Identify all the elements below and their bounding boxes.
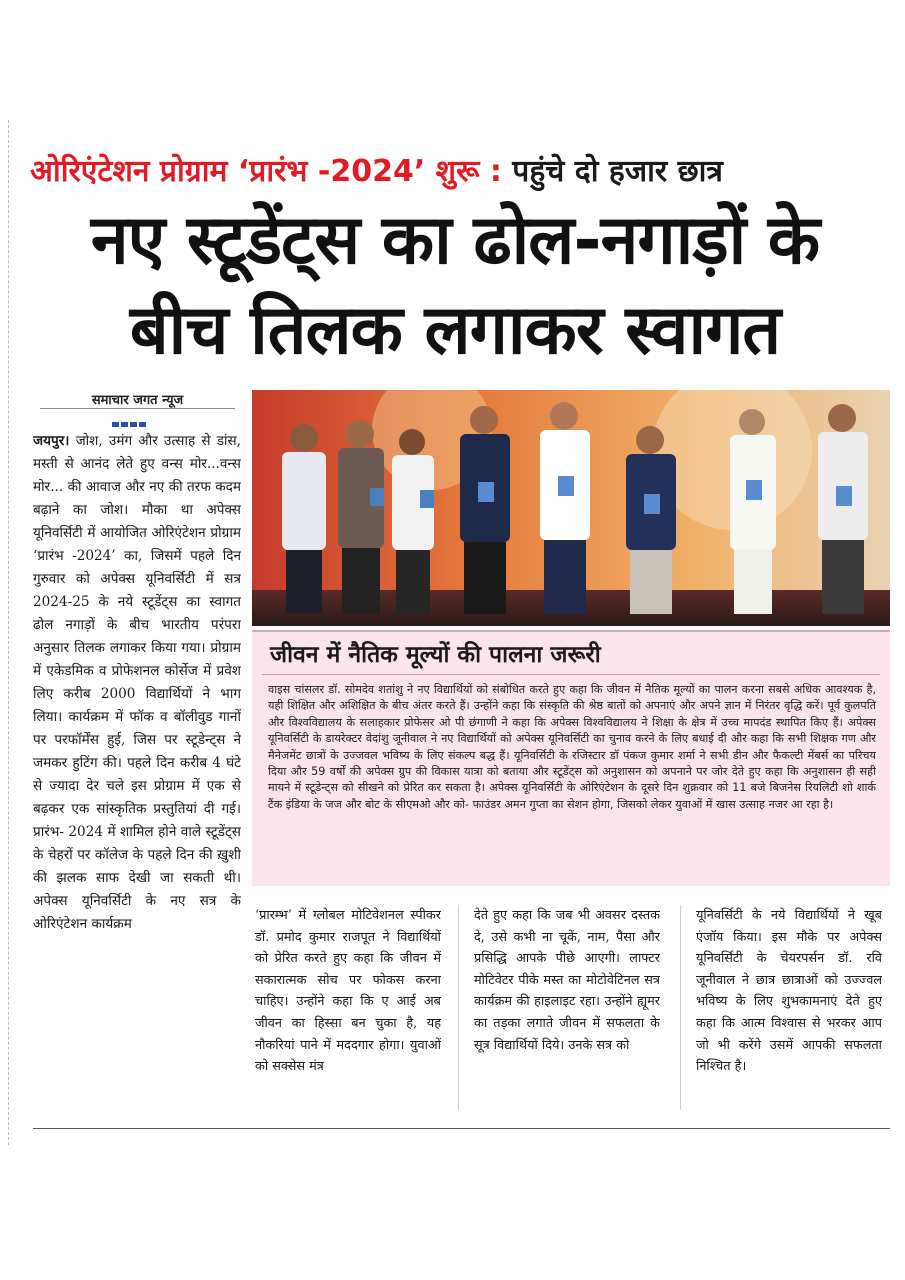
event-photo	[252, 390, 890, 626]
article-column-3: यूनिवर्सिटी के नये विद्यार्थियों ने खूब एंजॉय किया। इस मौके पर अपेक्स यूनिवर्सिटी के चेयरपर्सन डॉ. रवि जूनीवाल ने छात्र छात्राओं को उज्ज्वल भविष्य के लिए शुभकामनाएं देते हुए कहा कि आत्म विश्वास से भरकर आप जो भी करेंगे उसमें आपकी सफलता निश्चित है।	[696, 908, 882, 1075]
person-5	[540, 402, 590, 614]
kicker-dark-text: पहुंचे दो हजार छात्र	[512, 154, 723, 189]
sidebar-box	[252, 630, 890, 886]
byline-divider	[40, 408, 235, 409]
person-4	[460, 406, 510, 614]
article-column-2: देते हुए कहा कि जब भी अवसर दस्तक दे, उसे कभी ना चूकें, नाम, पैसा और प्रसिद्धि आपके पीछे आएगी। लाफ्टर मोटिवेटर पीके मस्त का मोटोवेटिनल सत्र कार्यक्रम की हाइलाइट रहा। उन्होंने ह्यूमर का तड़का लगाते जीवन में सफलता के सूत्र विद्यार्थियों दिये। उनके सत्र को	[474, 908, 660, 1053]
person-2	[338, 420, 384, 614]
box-body-text: वाइस चांसलर डॉ. सोमदेव शतांशु ने नए विद्यार्थियों को संबोधित करते हुए कहा कि जीवन में नैतिक मूल्यों का पालन करना सबसे अधिक आवश्यक है, यही शिक्षित और अशिक्षित के बीच अंतर करते हैं। उन्होंने कहा कि संस्कृति की श्रेष्ठ बातों को अपनाएं और अपने ज्ञान में निरंतर वृद्धि करें। पूर्व कुलपति और विश्वविद्यालय के सलाहकार प्रोफेसर ओ पी छंगाणी ने कहा कि अपेक्स विश्वविद्यालय ने शिक्षा के क्षेत्र में उच्च मापदंड स्थापित किए हैं। अपेक्स यूनिवर्सिटी के डायरेक्टर वेदांशु जूनीवाल ने नए विद्यार्थियों को अपेक्स यूनिवर्सिटी का चुनाव करने के लिए बधाई दी और कहा कि सभी शिक्षक गण और मैनेजमेंट छात्रों के उज्जवल भविष्य के लिए संकल्प बद्ध हैं। यूनिवर्सिटी के रजिस्टार डॉ पंकज कुमार शर्मा ने सभी डीन और फैकल्टी मेंबर्स का परिचय दिया और 59 वर्षों की अपेक्स ग्रुप की विकास यात्रा को बताया और स्टूडेंट्स को अनुशासन को अपनाने पर जोर देते हुए कहा कि अनुशासन ही सही मायने में स्टूडेन्ट्स को सीखने को प्रेरित कर सकता है। अपेक्स यूनिवर्सिटी के ओरिएंटेशन के दूसरे दिन शुक्रवार को 11 बजे बिजनेस रियलिटी शो शार्क टैंक इंडिया के जज और बोट के सीएमओ और को- फाउंडर अमन गुप्ता का सेशन होगा, जिसको लेकर युवाओं में खास उत्साह नजर आ रहा है।	[268, 683, 876, 811]
left-column-article	[33, 430, 241, 1110]
person-3	[392, 429, 434, 614]
dateline-city: जयपुर।	[33, 433, 70, 449]
article-column-1: ‘प्रारम्भ’ में ग्लोबल मोटिवेशनल स्पीकर डॉ. प्रमोद कुमार राजपूत ने विद्यार्थियों को प्रेरित करते हुए कहा कि जीवन में सकारात्मक सोच पर फोकस करना चाहिए। उन्होंने कहा कि ए आई अब जीवन का हिस्सा बन चुका है, यह नौकरियां पाने में मददगार होगा। युवाओं को सक्सेस मंत्र	[255, 908, 441, 1075]
person-7	[730, 409, 776, 614]
box-title: जीवन में नैतिक मूल्यों की पालना जरूरी	[270, 642, 601, 668]
kicker-headline	[30, 150, 890, 194]
column-divider	[458, 905, 459, 1110]
byline: समाचार जगत न्यूज	[91, 393, 184, 408]
left-column-text: जोश, उमंग और उत्साह से डांस, मस्ती से आनंद लेते हुए वन्स मोर...वन्स मोर... की आवाज और नए की तरफ कदम बढ़ाने का जोश। मौका था अपेक्स यूनिवर्सिटी में आयोजित ओरिएंटेशन प्रोग्राम ‘प्रारंभ -2024’ का, जिसमें पहले दिन गुरुवार को अपेक्स यूनिवर्सिटी में सत्र 2024-25 के नये स्टूडेंट्स का स्वागत ढोल नगाड़ों के बीच भारतीय परंपरा अनुसार तिलक लगाकर किया गया। प्रोग्राम में एकेडमिक व प्रोफेशनल कोर्सेज में प्रवेश लिए करीब 2000 विद्यार्थियों ने भाग लिया। कार्यक्रम में फॉक व बॉलीवुड गानों पर परफॉर्मेंस हुई, जिस पर स्टूडेन्ट्स ने जमकर हुटिंग की। पहले दिन करीब 4 घंटे से ज्यादा देर चले इस प्रोग्राम में एक से बढ़कर एक सांस्कृतिक प्रस्तुतियां दी गई। प्रारंभ- 2024 में शामिल होने वाले स्टूडेंट्स के चेहरों पर कॉलेज के पहले दिन की ख़ुशी की झलक साफ देखी जा सकती थी। अपेक्स यूनिवर्सिटी के नए सत्र के ओरिएंटेशन कार्यक्रम	[33, 433, 241, 932]
column-divider	[680, 905, 681, 1110]
person-6	[626, 426, 676, 614]
headline-line-1: नए स्टूडेंट्स का ढोल-नगाड़ों के	[90, 201, 820, 280]
byline-dots-icon	[112, 412, 148, 431]
person-8	[818, 404, 868, 614]
kicker-red-text: ओरिएंटेशन प्रोग्राम ‘प्रारंभ -2024’ शुरू :	[30, 154, 502, 189]
box-divider	[262, 674, 880, 675]
headline-line-2: बीच तिलक लगाकर स्वागत	[129, 291, 781, 370]
page-edge-line	[8, 120, 10, 1145]
bottom-rule	[33, 1128, 890, 1129]
person-1	[282, 424, 326, 614]
